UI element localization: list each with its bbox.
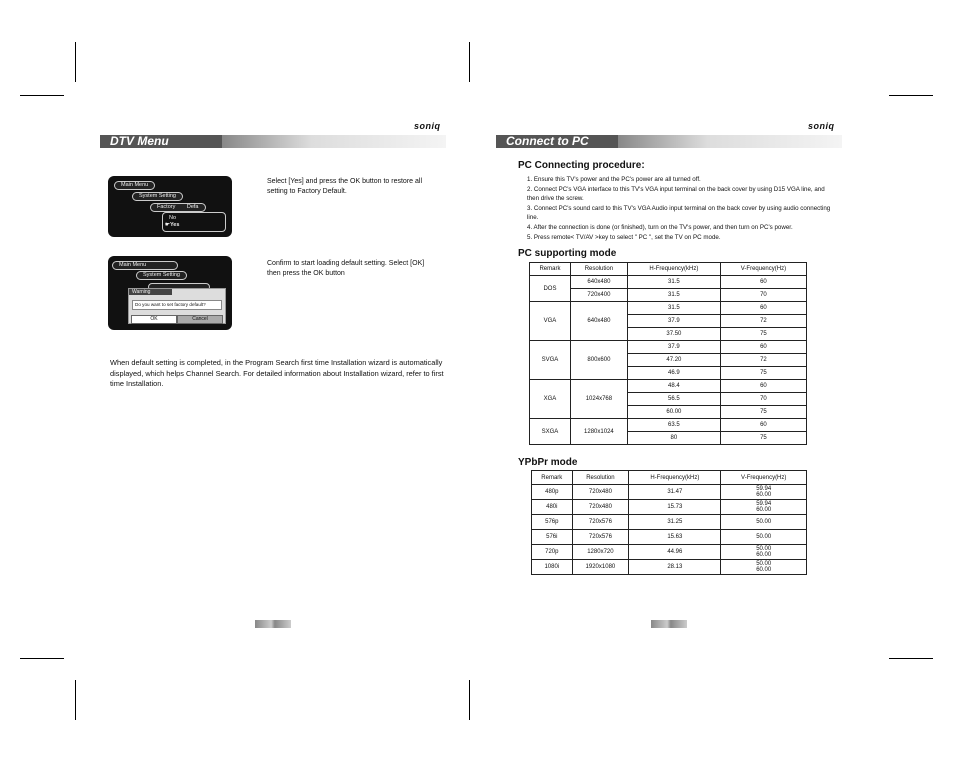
- system-setting-label: System Setting: [132, 192, 183, 201]
- step-5: 5. Press remote< TV/AV >key to select " PC ", set the TV on PC mode.: [527, 233, 721, 241]
- hand-pointer-icon: ☛: [165, 222, 170, 228]
- warning-title: Warning: [129, 289, 172, 295]
- h-frequency-cell: 31.5: [627, 289, 720, 302]
- cancel-button[interactable]: Cancel: [177, 315, 223, 324]
- resolution-cell: 720x576: [572, 530, 629, 545]
- h-frequency-cell: 63.5: [627, 419, 720, 432]
- crop-mark: [20, 95, 64, 96]
- h-frequency-cell: 47.20: [627, 354, 720, 367]
- v-frequency-cell: 72: [720, 315, 806, 328]
- ok-button[interactable]: OK: [131, 315, 177, 324]
- remark-cell: 480i: [532, 500, 573, 515]
- h-frequency-cell: 15.63: [629, 530, 721, 545]
- h-frequency-cell: 37.9: [627, 315, 720, 328]
- table-row: [530, 341, 807, 354]
- default-completed-paragraph: When default setting is completed, in the Program Search first time Installation wizard is automatically displayed, which helps Channel Search. For detailed information about Installation wizard, refer to first time Installation.: [110, 358, 444, 388]
- warning-question: Do you want to set factory default?: [132, 300, 222, 310]
- v-frequency-cell: 50.00: [721, 515, 807, 530]
- option-yes: [163, 222, 225, 229]
- system-setting-label: System Setting: [136, 271, 187, 280]
- h-frequency-cell: 31.5: [627, 276, 720, 289]
- h-frequency-cell: 31.5: [627, 302, 720, 315]
- menu-screenshot-confirm: [108, 256, 232, 330]
- h-frequency-cell: 31.25: [629, 515, 721, 530]
- v-frequency-cell: 59.94 60.00: [721, 500, 807, 515]
- crop-mark: [75, 42, 76, 82]
- remark-cell: VGA: [530, 302, 571, 341]
- instruction-confirm-ok: Confirm to start loading default setting. Select [OK] then press the OK button: [267, 260, 425, 277]
- remark-cell: 480p: [532, 485, 573, 500]
- section-header-bar: [496, 135, 842, 148]
- column-header: Resolution: [570, 263, 627, 276]
- remark-cell: SVGA: [530, 341, 571, 380]
- table-header-row: [530, 263, 807, 276]
- v-frequency-cell: 60: [720, 302, 806, 315]
- v-frequency-cell: 60: [720, 341, 806, 354]
- menu-screenshot-factory: [108, 176, 232, 237]
- page-title: Connect to PC: [496, 135, 618, 148]
- table-row: [532, 515, 807, 530]
- v-frequency-cell: 50.00 60.00: [721, 545, 807, 560]
- h-frequency-cell: 15.73: [629, 500, 721, 515]
- column-header: Remark: [532, 471, 573, 485]
- factory-label: [150, 203, 206, 212]
- resolution-cell: 720x480: [572, 485, 629, 500]
- h-frequency-cell: 37.9: [627, 341, 720, 354]
- remark-cell: 576i: [532, 530, 573, 545]
- h-frequency-cell: 80: [627, 432, 720, 445]
- default-text: Defa: [186, 204, 199, 210]
- page-number-bar: [651, 620, 687, 628]
- remark-cell: DOS: [530, 276, 571, 302]
- resolution-cell: 1024x768: [570, 380, 627, 419]
- header-gradient: [618, 135, 842, 148]
- resolution-cell: 800x600: [570, 341, 627, 380]
- table-row: [532, 485, 807, 500]
- step-3: 3. Connect PC's sound card to this TV's VGA Audio input terminal on the back cover by using audio connecting line.: [527, 204, 831, 222]
- option-yes-text: Yes: [169, 222, 180, 228]
- remark-cell: XGA: [530, 380, 571, 419]
- page-number-bar: [255, 620, 291, 628]
- warning-dialog: [128, 288, 226, 324]
- column-header: Resolution: [572, 471, 629, 485]
- table-row: [530, 380, 807, 393]
- pc-mode-heading: PC supporting mode: [518, 248, 617, 259]
- column-header: V-Frequency(Hz): [720, 263, 806, 276]
- crop-mark: [75, 680, 76, 720]
- resolution-cell: 640x480: [570, 276, 627, 289]
- table-row: [530, 419, 807, 432]
- table-row: [532, 530, 807, 545]
- table-row: [530, 276, 807, 289]
- table-row: [532, 500, 807, 515]
- v-frequency-cell: 75: [720, 406, 806, 419]
- v-frequency-cell: 59.94 60.00: [721, 485, 807, 500]
- column-header: V-Frequency(Hz): [721, 471, 807, 485]
- main-menu-label: Main Menu: [112, 261, 178, 270]
- remark-cell: 576p: [532, 515, 573, 530]
- ypbpr-heading: YPbPr mode: [518, 457, 578, 468]
- warning-buttons: [131, 315, 223, 322]
- column-header: H-Frequency(kHz): [627, 263, 720, 276]
- resolution-cell: 1280x1024: [570, 419, 627, 445]
- instruction-select-yes: Select [Yes] and press the OK button to restore all setting to Factory Default.: [267, 178, 422, 195]
- v-frequency-cell: 70: [720, 393, 806, 406]
- factory-text: Factory: [157, 204, 176, 210]
- crop-mark: [469, 680, 470, 720]
- v-frequency-cell: 72: [720, 354, 806, 367]
- v-frequency-cell: 75: [720, 367, 806, 380]
- procedure-steps: [527, 175, 832, 242]
- resolution-cell: 640x480: [570, 302, 627, 341]
- resolution-cell: 720x400: [570, 289, 627, 302]
- header-gradient: [222, 135, 446, 148]
- v-frequency-cell: 70: [720, 289, 806, 302]
- resolution-cell: 1280x720: [572, 545, 629, 560]
- table-row: [530, 302, 807, 315]
- remark-cell: 1080i: [532, 560, 573, 575]
- h-frequency-cell: 31.47: [629, 485, 721, 500]
- crop-mark: [20, 658, 64, 659]
- step-4: 4. After the connection is done (or finished), turn on the TV's power, and then turn on PC's power.: [527, 223, 793, 231]
- h-frequency-cell: 46.9: [627, 367, 720, 380]
- crop-mark: [889, 658, 933, 659]
- table-header-row: [532, 471, 807, 485]
- resolution-cell: 720x480: [572, 500, 629, 515]
- h-frequency-cell: 28.13: [629, 560, 721, 575]
- remark-cell: SXGA: [530, 419, 571, 445]
- v-frequency-cell: 50.00 60.00: [721, 560, 807, 575]
- v-frequency-cell: 60: [720, 419, 806, 432]
- step-2: 2. Connect PC's VGA interface to this TV's VGA input terminal on the back cover by using D15 VGA line, and then drive the screw.: [527, 185, 825, 203]
- table-row: [532, 545, 807, 560]
- v-frequency-cell: 75: [720, 432, 806, 445]
- h-frequency-cell: 56.5: [627, 393, 720, 406]
- crop-mark: [889, 95, 933, 96]
- resolution-cell: 720x576: [572, 515, 629, 530]
- table-row: [530, 289, 807, 302]
- option-no: No: [169, 215, 177, 221]
- v-frequency-cell: 75: [720, 328, 806, 341]
- remark-cell: 720p: [532, 545, 573, 560]
- procedure-heading: PC Connecting procedure:: [518, 160, 645, 171]
- v-frequency-cell: 60: [720, 276, 806, 289]
- v-frequency-cell: 60: [720, 380, 806, 393]
- h-frequency-cell: 37.50: [627, 328, 720, 341]
- resolution-cell: 1920x1080: [572, 560, 629, 575]
- crop-mark: [469, 42, 470, 82]
- h-frequency-cell: 48.4: [627, 380, 720, 393]
- h-frequency-cell: 44.96: [629, 545, 721, 560]
- column-header: H-Frequency(kHz): [629, 471, 721, 485]
- pc-mode-table: [529, 262, 807, 445]
- page-title: DTV Menu: [100, 135, 222, 148]
- ypbpr-mode-table: [531, 470, 807, 575]
- main-menu-label: Main Menu: [114, 181, 155, 190]
- column-header: Remark: [530, 263, 571, 276]
- section-header-bar: [100, 135, 446, 148]
- brand-logo: soniq: [414, 121, 441, 131]
- factory-options-box: [162, 212, 226, 232]
- h-frequency-cell: 60.00: [627, 406, 720, 419]
- step-1: 1. Ensure this TV's power and the PC's power are all turned off.: [527, 176, 701, 183]
- table-row: [532, 560, 807, 575]
- brand-logo: soniq: [808, 121, 835, 131]
- v-frequency-cell: 50.00: [721, 530, 807, 545]
